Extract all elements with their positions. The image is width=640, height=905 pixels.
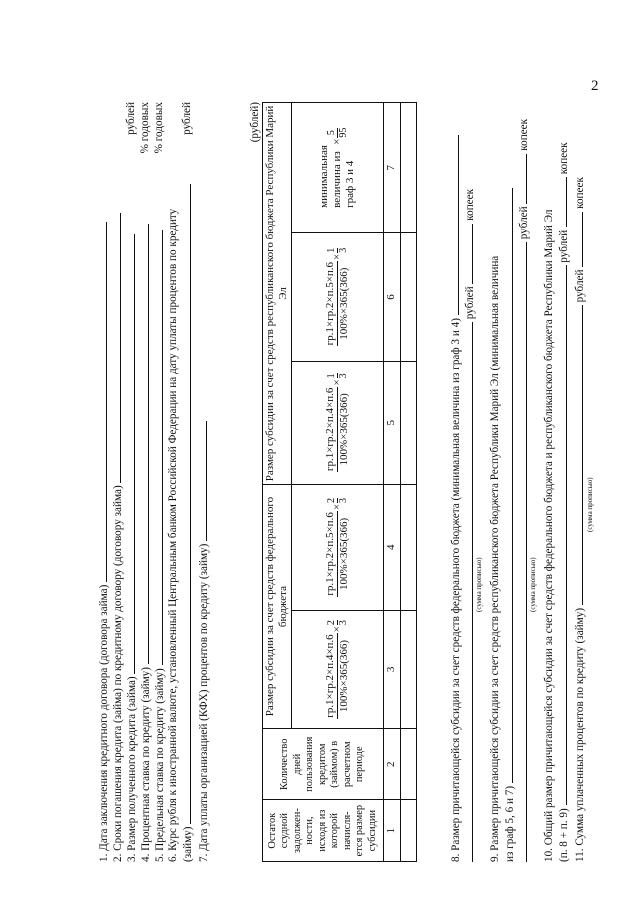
table-cell bbox=[400, 729, 416, 800]
item-4: 4. Процентная ставка по кредиту (займу) % годовых bbox=[139, 102, 152, 862]
fill-line bbox=[572, 305, 583, 605]
col-number: 5 bbox=[384, 361, 400, 484]
item-3: 3. Размер полученного кредита (займа) рублей bbox=[125, 102, 138, 862]
fill-line bbox=[502, 188, 513, 783]
col-number: 4 bbox=[384, 484, 400, 610]
formula-col-3: гр.1×гр.2×п.4×п.6 100%×365(366) × 2 3 bbox=[292, 610, 384, 729]
col-number: 7 bbox=[384, 103, 400, 234]
fill-line bbox=[96, 222, 107, 582]
rotated-form: 1. Дата заключения кредитного договора (договора займа) 2. Сроки погашения кредита (займа) по кредитному договору (договору займа) 3. Размер полученного кредита (займа) рублей 4. Процентная ставка по кредиту (займу) % годовых 5. Предельная ставка по кредиту (займу) % годовых 6. Курс рубля к иностранной валюте, установленный Центральным банком Российской Федерации на дату уплаты процентов по кредиту (займу) рублей 7. Дата уплаты организацией (КФХ) процентов по кредиту (займу) (рублей) Остаток ссудной задолжен-ности, исходя из которой начисля-ется размер субсидии Количество дней пользования кредитом (займом) в расчетном периоде Размер субсидии за счет средств федерального бюджета Размер субсидии за счет средств республиканского бюджета Республики Марий Эл гр.1×гр.2×п.4×п.6 100%×365(366) × 2 3 гр.1×гр.2×п.5×п.6 100%×365(366) × 2 3 гр.1×гр.2×п.4×п.6 100%×365(366) × 1 3 гр.1×гр.2×п.5×п.6 100%×365(366) × 1 3 минимальная величина из граф 3 и 4× 5 95 1 2 3 4 5 6 7 8. Размер причитающейся субсидии за счет средств федерального бюджета (минимальная величина из граф 3 и 4) рублей копеек (сумма прописью) 9. Размер причитающейся субсидии за счет средств республиканского бюджета Республики Марий Эл (минимальная величина из граф 5, 6 и 7) рублей копеек (сумма прописью) 10. Общий размер причитающейся субсидии за счет средств федерального бюджета и республиканского бюджета Республики Марий Эл (п. 8 + п. 9) рублей копеек 11. Сумма уплаченных процентов по кредиту (займу) рублей копеек (сумма прописью) bbox=[98, 102, 594, 862]
fill-line bbox=[572, 212, 583, 267]
item-8: 8. Размер причитающейся субсидии за счет средств федерального бюджета (минимальная величина из граф 3 и 4) bbox=[448, 102, 463, 862]
item-9: 9. Размер причитающейся субсидии за счет средств республиканского бюджета Республики Марий Эл (минимальная величина bbox=[489, 255, 501, 862]
formula-col-4: гр.1×гр.2×п.5×п.6 100%×365(366) × 2 3 bbox=[292, 484, 384, 610]
fill-line bbox=[152, 230, 163, 665]
item-7: 7. Дата уплаты организацией (КФХ) процентов по кредиту (займу) bbox=[196, 102, 211, 862]
fill-line bbox=[196, 421, 207, 541]
item-9-cont: из граф 5, 6 и 7) bbox=[502, 102, 517, 862]
fill-line bbox=[516, 154, 527, 204]
table-cell bbox=[400, 800, 416, 862]
item-9-sum: рублей копеек bbox=[516, 102, 531, 862]
formula-col-7: минимальная величина из граф 3 и 4× 5 95 bbox=[292, 103, 384, 234]
item-10-cont: (п. 8 + п. 9) рублей копеек bbox=[558, 142, 570, 862]
table-cell bbox=[400, 361, 416, 484]
col-header-federal: Размер субсидии за счет средств федерального бюджета bbox=[263, 484, 292, 728]
col-header-balance: Остаток ссудной задолжен-ности, исходя из которой начисля-ется размер субсидии bbox=[263, 800, 384, 862]
item-1: 1. Дата заключения кредитного договора (договора займа) bbox=[96, 102, 111, 862]
fill-line bbox=[462, 322, 473, 862]
table-cell bbox=[400, 484, 416, 610]
table-cell bbox=[400, 610, 416, 729]
item-6-cont: (займу) рублей bbox=[181, 102, 194, 862]
item-11: 11. Сумма уплаченных процентов по кредиту (займу) рублей копеек bbox=[574, 177, 586, 862]
fill-line bbox=[556, 265, 567, 805]
page-number: 2 bbox=[591, 78, 599, 94]
col-number: 6 bbox=[384, 233, 400, 361]
fill-line bbox=[124, 234, 135, 674]
item-6: 6. Курс рубля к иностранной валюте, установленный Центральным банком Российской Федерации на дату уплаты процентов по кредиту bbox=[167, 208, 179, 862]
table-cell bbox=[400, 233, 416, 361]
table-cell bbox=[400, 103, 416, 234]
item-2: 2. Сроки погашения кредита (займа) по кредитному договору (договору займа) bbox=[110, 102, 125, 862]
fill-line bbox=[138, 224, 149, 664]
fill-line bbox=[556, 177, 567, 227]
fill-line bbox=[110, 213, 121, 483]
subsidy-table bbox=[262, 102, 417, 862]
col-number: 2 bbox=[384, 729, 400, 800]
col-number: 3 bbox=[384, 610, 400, 729]
item-8-sum: рублей копеек bbox=[462, 102, 477, 862]
item-10: 10. Общий размер причитающейся субсидии за счет средств федерального бюджета и республиканского бюджета Республики Марий Эл bbox=[543, 209, 555, 862]
item-5: 5. Предельная ставка по кредиту (займу) % годовых bbox=[153, 102, 166, 862]
formula-col-5: гр.1×гр.2×п.4×п.6 100%×365(366) × 1 3 bbox=[292, 361, 384, 484]
fill-line bbox=[516, 242, 527, 862]
fill-line bbox=[180, 184, 191, 824]
fill-line bbox=[462, 224, 473, 284]
col-header-days: Количество дней пользования кредитом (займом) в расчетном периоде bbox=[263, 729, 384, 800]
col-number: 1 bbox=[384, 800, 400, 862]
col-header-republic: Размер субсидии за счет средств республиканского бюджета Республики Марий Эл bbox=[263, 103, 292, 485]
formula-col-6: гр.1×гр.2×п.5×п.6 100%×365(366) × 1 3 bbox=[292, 233, 384, 361]
fill-line bbox=[448, 135, 459, 315]
